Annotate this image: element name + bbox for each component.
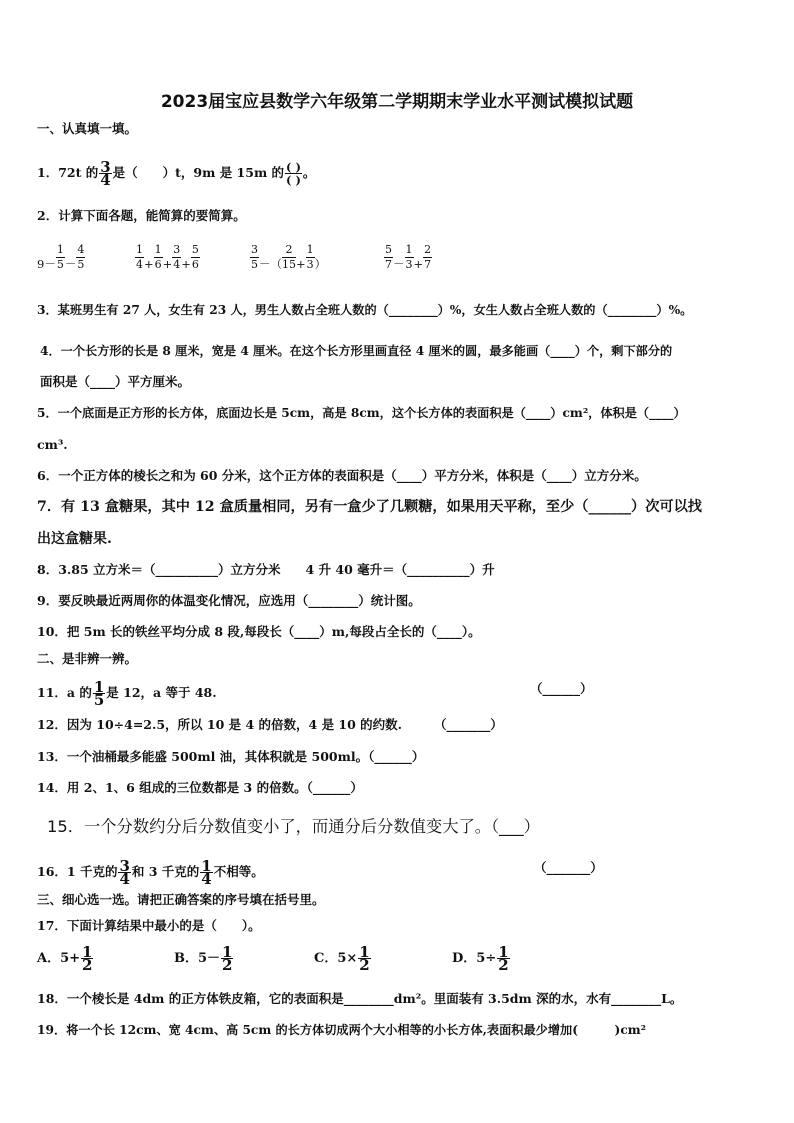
option-b[interactable]: B．5－ $\frac{1}{2}$	[174, 943, 233, 974]
question-2: 2．计算下面各题，能简算的要简算。	[37, 208, 246, 223]
question-17: 17．下面计算结果中最小的是（ ）。	[37, 918, 261, 933]
question-4-line-1: 4．一个长方形的长是 8 厘米，宽是 4 厘米。在这个长方形里画直径 4 厘米的圆，最多能画（____）个，剩下部分的	[40, 344, 673, 358]
question-16-answer-blank[interactable]: （_______）	[534, 860, 603, 875]
question-3: 3．某班男生有 27 人，女生有 23 人，男生人数占全班人数的（________）%，女生人数占全班人数的（________）%。	[37, 303, 693, 317]
question-7-line-2: 出这盒糖果.	[37, 531, 112, 547]
option-c[interactable]: C．5× $\frac{1}{2}$	[314, 943, 370, 974]
option-d[interactable]: D．5÷ $\frac{1}{2}$	[452, 943, 509, 974]
question-8: 8．3.85 立方米＝（__________）立方分米 4 升 40 毫升＝（__________）升	[37, 562, 495, 577]
section-1-heading: 一、认真填一填。	[37, 121, 138, 136]
section-3-heading: 三、细心选一选。请把正确答案的序号填在括号里。	[37, 892, 325, 907]
question-10: 10．把 5m 长的铁丝平均分成 8 段,每段长（____）m,每段占全长的（____）。	[37, 624, 481, 639]
q2-expression-4: 5 7 － 1 3 + 2 7	[385, 243, 432, 271]
section-2-heading: 二、是非辨一辨。	[37, 651, 138, 666]
question-4-line-2: 面积是（____）平方厘米。	[40, 374, 191, 389]
q2-expression-1: 9－ 1 5 － 4 5	[37, 243, 85, 271]
question-11: 11．a 的 $\frac{1}{5}$ 是 12，a 等于 48.	[37, 678, 217, 709]
blank-fraction: $\frac{( )}{( )}$	[286, 160, 301, 187]
question-13: 13．一个油桶最多能盛 500ml 油，其体积就是 500ml。（______）	[37, 749, 425, 764]
q2-expression-2: 1 4 + 1 6 + 3 4 + 5 6	[136, 243, 199, 271]
q2-expression-3: 3 5 －（ 2 15 + 1 3 ）	[251, 243, 327, 271]
question-16: 16．1 千克的 $\frac{3}{4}$ 和 3 千克的 $\frac{1}{4}$ 不相等。	[37, 857, 264, 888]
question-5-line-1: 5．一个底面是正方形的长方体，底面边长是 5cm，高是 8cm，这个长方体的表面积是（____）cm²，体积是（____）	[37, 406, 686, 420]
question-7-line-1: 7．有 13 盒糖果，其中 12 盒质量相同，另有一盒少了几颗糖，如果用天平称，至少（______）次可以找	[37, 499, 702, 515]
question-12-answer-blank[interactable]: （_______）	[434, 717, 503, 732]
question-15: 15．一个分数约分后分数值变小了，而通分后分数值变大了。（___）	[47, 817, 540, 836]
question-18: 18．一个棱长是 4dm 的正方体铁皮箱，它的表面积是________dm²。里面装有 3.5dm 深的水，水有________L。	[37, 991, 683, 1006]
question-19: 19．将一个长 12cm、宽 4cm、高 5cm 的长方体切成两个大小相等的小长方体,表面积最少增加( )cm²	[37, 1023, 646, 1037]
option-a[interactable]: A．5+ $\frac{1}{2}$	[37, 943, 93, 974]
question-12: 12．因为 10÷4=2.5，所以 10 是 4 的倍数，4 是 10 的约数.	[37, 717, 403, 732]
question-14: 14．用 2、1、6 组成的三位数都是 3 的倍数。（______）	[37, 780, 363, 795]
page-title: 2023届宝应县数学六年级第二学期期末学业水平测试模拟试题	[160, 92, 634, 112]
fraction: $\frac{3}{4}$	[100, 158, 111, 189]
question-11-answer-blank[interactable]: （______）	[530, 681, 593, 696]
question-5-line-2: cm³.	[37, 437, 68, 452]
question-6: 6．一个正方体的棱长之和为 60 分米，这个正方体的表面积是（____）平方分米，体积是（____）立方分米。	[37, 468, 647, 483]
question-9: 9．要反映最近两周你的体温变化情况，应选用（________）统计图。	[37, 593, 421, 608]
question-1: 1．72t 的 $\frac{3}{4}$ 是（ ）t，9m 是 15m 的 $\frac{( )}{( )}$ 。	[37, 158, 316, 189]
